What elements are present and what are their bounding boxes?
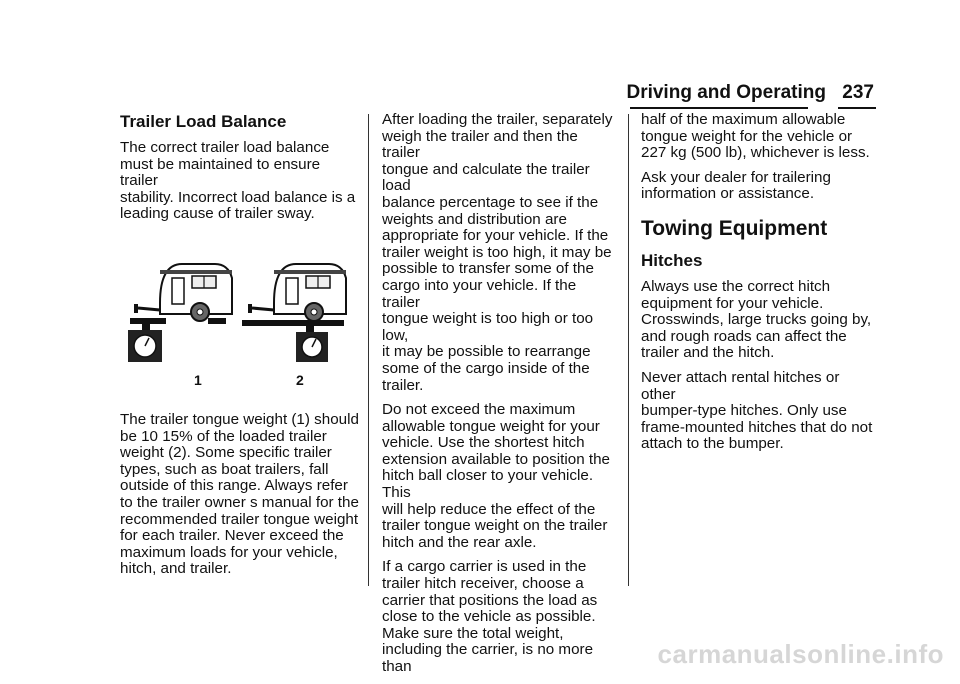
column-divider-2 xyxy=(628,114,629,586)
trailer-scales-illustration xyxy=(120,248,360,398)
paragraph: The correct trailer load balance must be maintained to ensure trailer stability. Incorrect load balance is a leading cause of trailer sway. xyxy=(120,139,356,223)
column-2 xyxy=(382,112,618,684)
paragraph: Always use the correct hitch equipment for your vehicle. Crosswinds, large trucks going by, and rough roads can affect the trailer and the hitch. xyxy=(641,277,872,362)
page-header xyxy=(0,82,960,106)
column-divider-1 xyxy=(368,114,369,586)
paragraph: The trailer tongue weight (1) should be 10 15% of the loaded trailer weight (2). Some specific trailer types, such as boat trailers, fall outside of this range. Always refer to the trailer owner s manual for the recommended trailer tongue weight for each trailer. Never exceed the maximum loads for your vehicle, hitch, and trailer. xyxy=(120,411,359,578)
trailer-weight-figure xyxy=(120,248,360,398)
paragraph: Ask your dealer for trailering information or assistance. xyxy=(641,168,831,203)
figure-label-1: 1 xyxy=(194,372,202,388)
section-heading-trailer-load-balance: Trailer Load Balance xyxy=(120,112,287,131)
column-1 xyxy=(120,112,360,231)
figure-label-2: 2 xyxy=(296,372,304,388)
section-title: Driving and Operating xyxy=(626,82,826,103)
subsection-heading-hitches: Hitches xyxy=(641,250,703,270)
paragraph: Never attach rental hitches or other bumper-type hitches. Only use frame-mounted hitches that do not attach to the bumper. xyxy=(641,368,873,453)
trailer-1-icon xyxy=(128,264,232,362)
header-rule-right xyxy=(838,107,876,109)
column-1-lower xyxy=(120,412,360,586)
header-rule-left xyxy=(630,107,808,109)
paragraph: After loading the trailer, separately weigh the trailer and then the trailer tongue and calculate the trailer load balance percentage to see if the weights and distribution are appropriate for your vehicle. If the trailer weight is too high, it may be possible to transfer some of the cargo into your vehicle. If the trailer tongue weight is too high or too low, it may be possible to rearrange some of the cargo inside of the trailer. xyxy=(382,111,613,394)
paragraph: Do not exceed the maximum allowable tongue weight for your vehicle. Use the shortest hitch extension available to position the hitch ball closer to your vehicle. This will help reduce the effect of the trailer tongue weight on the trailer hitch and the rear axle. xyxy=(382,401,610,551)
paragraph: If a cargo carrier is used in the trailer hitch receiver, choose a carrier that positions the load as close to the vehicle as possible. Make sure the total weight, including the carrier, is no more than xyxy=(382,558,598,675)
trailer-2-icon xyxy=(242,264,346,362)
column-3 xyxy=(641,112,877,461)
watermark: carmanualsonline.info xyxy=(657,639,944,669)
section-heading-towing-equipment: Towing Equipment xyxy=(641,216,828,240)
page-number: 237 xyxy=(842,82,874,103)
paragraph: half of the maximum allowable tongue weight for the vehicle or 227 kg (500 lb), whichever is less. xyxy=(641,111,870,162)
